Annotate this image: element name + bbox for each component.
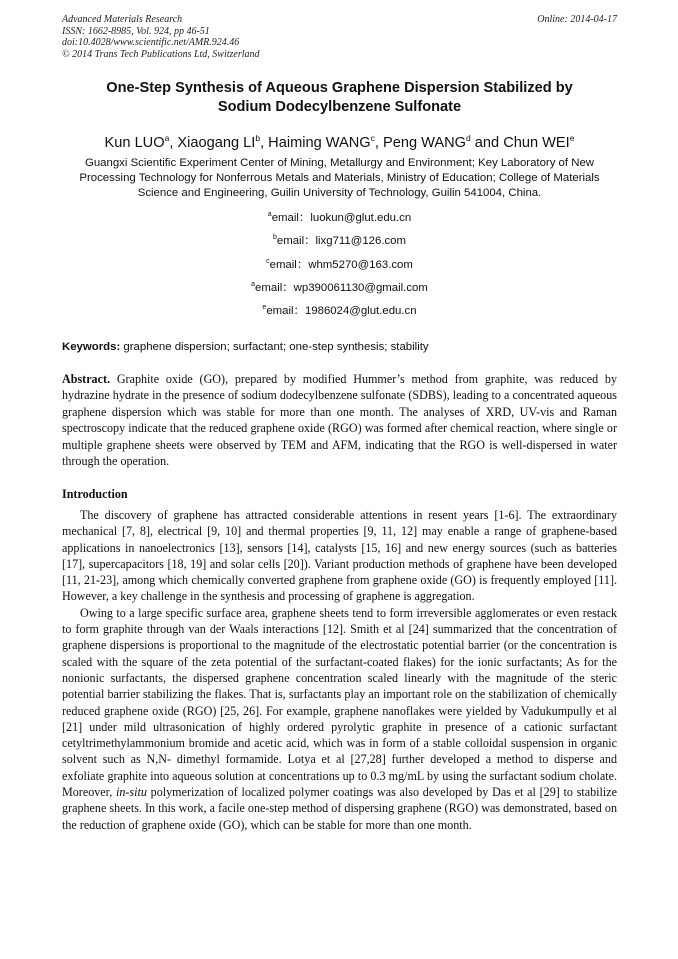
abstract <box>62 371 617 469</box>
email-label: email： <box>266 304 305 317</box>
paper-title <box>62 79 617 117</box>
email-label: email： <box>255 281 294 294</box>
title-line-1: One-Step Synthesis of Aqueous Graphene Dispersion Stabilized by <box>106 80 573 96</box>
email-line <box>62 277 617 300</box>
email-address[interactable]: lixg711@126.com <box>315 235 407 248</box>
keywords <box>62 340 617 354</box>
abstract-text: Graphite oxide (GO), prepared by modified Hummer’s method from graphite, was reduced by hydrazine hydrate in the presence of sodium dodecylbenzene sulfonate (SDBS), leading to a concentrated aqueous graphene dispersion which was stable for more than one month. The analyses of XRD, UV-vis and Raman spectroscopy indicate that the reduced graphene oxide (RGO) was formed after chemical reaction, where single or multiple graphene sheets were observed by TEM and AFM, indicating that the RGO is well-dispersed in water through the operation. <box>62 372 617 469</box>
paragraph <box>62 605 617 833</box>
author-sup: a <box>164 133 170 143</box>
author-list <box>62 128 617 153</box>
journal-name: Advanced Materials Research <box>62 14 183 25</box>
author-name: Chun WEI <box>503 134 570 151</box>
email-line <box>62 254 617 277</box>
email-line <box>62 230 617 253</box>
section-heading-introduction: Introduction <box>62 487 128 501</box>
email-address[interactable]: whm5270@163.com <box>308 258 413 271</box>
title-line-2: Sodium Dodecylbenzene Sulfonate <box>217 99 462 115</box>
author-name: Haiming WANG <box>268 134 371 151</box>
author-sep: , <box>260 134 269 151</box>
email-label: email： <box>276 235 316 248</box>
author-sep: and <box>470 134 504 151</box>
author-sep: , <box>374 134 383 151</box>
email-sup: b <box>272 234 277 242</box>
email-address[interactable]: 1986024@glut.edu.cn <box>304 304 417 317</box>
email-sup: e <box>262 304 267 312</box>
paragraph-text: The discovery of graphene has attracted considerable attentions in resent years [1-6]. The extraordinary mechanical [7, 8], electrical [9, 10] and thermal properties [9, 11, 12] may enable a range of graphene-based applications in nanoelectronics [13], sensors [14], catalysts [15, 16] and new energy sources (such as batteries [17], supercapacitors [18, 19] and solar cells [20]). Variant production methods of graphene have been developed [11, 21-23], among which chemically converted graphene from graphene oxide (GO) is frequently employed [11]. However, a key challenge in the synthesis and processing of graphene is aggregation. <box>62 508 617 604</box>
email-sup: a <box>251 280 256 288</box>
paragraph <box>62 507 617 605</box>
keywords-text: graphene dispersion; surfactant; one-step synthesis; stability <box>123 341 429 353</box>
email-label: email： <box>271 211 311 224</box>
email-sup: c <box>266 257 270 265</box>
doi-line: doi:10.4028/www.scientific.net/AMR.924.46 <box>62 37 240 48</box>
author-name: Peng WANG <box>382 134 466 151</box>
paragraph-text: Owing to a large specific surface area, graphene sheets tend to form irreversible agglomerates or even restack to form graphite through van der Waals interactions [12]. Smith et al [24] summarized that the concentration of graphene dispersions is proportional to the magnitude of the electrostatic potential barrier (or the concentration is scaled with the square of the zeta potential of the surfactant-coated flakes) for the ionic surfactants; As for the nonionic surfactants, the dispersed graphene concentration scaled linearly with the magnitude of the steric potential barrier stabilizing the flakes. That is, surfactants play an important role on the stabilization of chemically reduced graphene oxide (RGO) [25, 26]. For example, graphene nanoflakes were yielded by Vadukumpully et al [21] under mild ultrasonication of highly ordered pyrolytic graphite in presence of a cationic surfactant cetyltrimethylammonium bromide and acetic acid, which was in form of a stable colloidal suspension in organic solvent such as N,N- dimethyl formamide. Lotya et al [27,28] further developed a method to disperse and exfoliate graphite into aqueous solution at concentrations up to 0.3 mg/mL by using the surfactant sodium cholate. Moreover, <box>62 605 617 800</box>
copyright-line: © 2014 Trans Tech Publications Ltd, Switzerland <box>62 48 260 60</box>
email-address[interactable]: luokun@glut.edu.cn <box>310 211 412 224</box>
email-sup: a <box>267 211 272 218</box>
email-list <box>62 207 617 323</box>
author-sup: c <box>370 133 375 143</box>
author-sup: d <box>465 133 471 143</box>
paragraph-text: polymerization of localized polymer coatings was also developed by Das et al [29] to stabilize graphene sheets. In this work, a facile one-step method of dispersing graphene (RGO) was demonstrated, based on the reduction of graphene oxide (GO), which can be stable for more than one month. <box>62 785 617 832</box>
author-name: Kun LUO <box>104 134 165 151</box>
email-line <box>62 300 617 323</box>
email-address[interactable]: wp390061130@gmail.com <box>293 281 428 294</box>
affiliation: Guangxi Scientific Experiment Center of Mining, Metallurgy and Environment; Key Laboratory of New Processing Technology for Nonferrous Metals and Materials, Ministry of Education; College of Materials Science and Engineering, Guilin University of Technology, Guilin 541004, China. <box>79 157 600 199</box>
email-label: email： <box>269 258 309 271</box>
online-date: Online: 2014-04-17 <box>537 14 617 25</box>
keywords-label: Keywords: <box>62 341 121 353</box>
issn-line: ISSN: 1662-8985, Vol. 924, pp 46-51 <box>62 25 210 37</box>
email-line <box>62 207 617 230</box>
author-sup: e <box>569 133 575 143</box>
author-sup: b <box>255 133 261 143</box>
author-sep: , <box>169 134 178 151</box>
introduction-body <box>62 507 617 833</box>
author-name: Xiaogang LI <box>177 134 256 151</box>
italic-term: in-situ <box>115 785 147 800</box>
journal-header <box>62 14 617 60</box>
abstract-label: Abstract. <box>62 372 111 386</box>
